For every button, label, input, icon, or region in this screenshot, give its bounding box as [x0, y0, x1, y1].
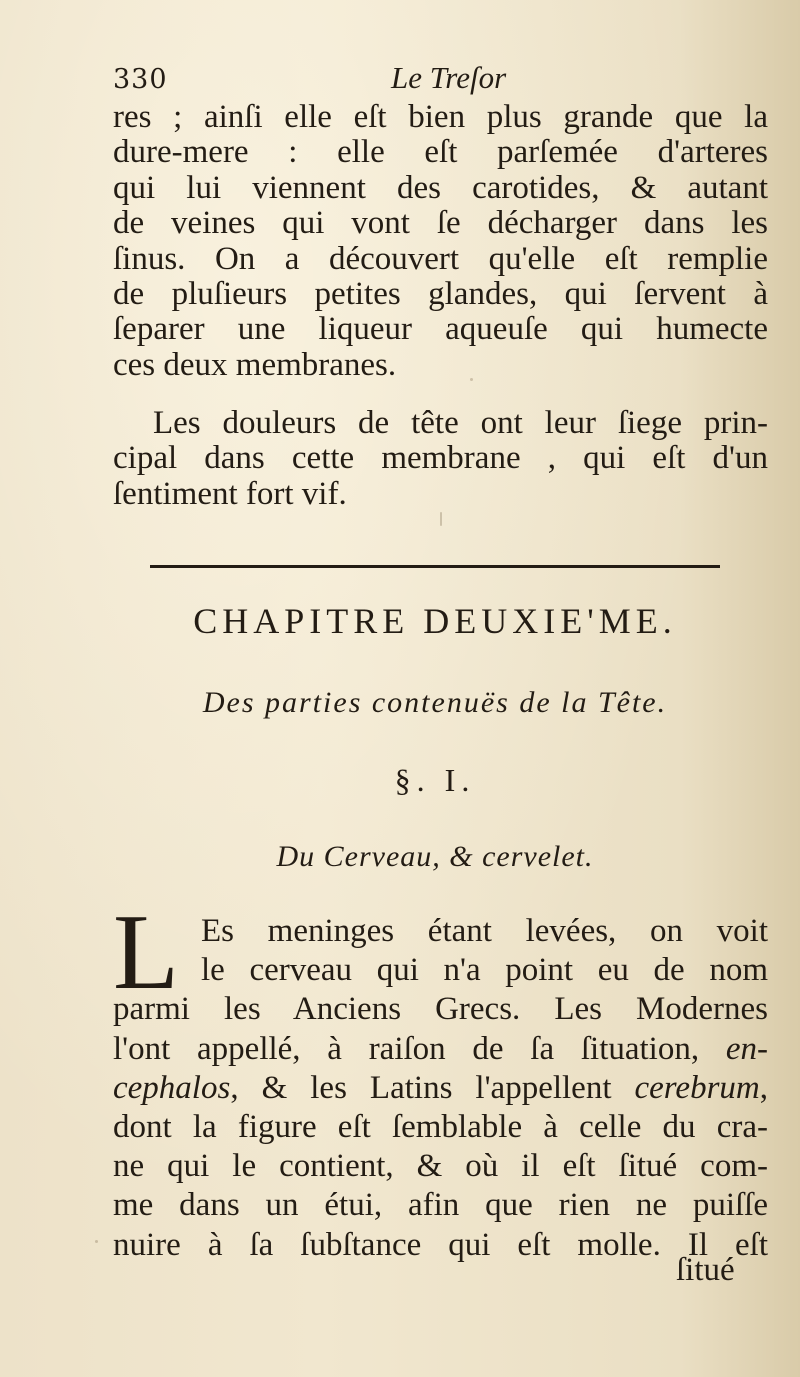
- text-segment: ,: [759, 1069, 768, 1106]
- text-line: Les douleurs de tête ont leur ſiege prin-: [153, 405, 768, 441]
- text-line: me dans un étui, afin que rien ne puiſſe: [113, 1187, 768, 1224]
- text-line: Es meninges étant levées, on voit: [201, 913, 768, 949]
- paper-speck: [95, 1240, 98, 1243]
- section-number: §. I.: [394, 762, 476, 798]
- section-title: Du Cerveau, & cervelet.: [276, 840, 594, 873]
- catchword: ſitué: [676, 1252, 735, 1288]
- text-line: [113, 1069, 768, 1108]
- italic-term: cephalos: [113, 1069, 231, 1106]
- text-line: parmi les Anciens Grecs. Les Modernes: [113, 991, 768, 1028]
- chapter-subtitle: Des parties contenuës de la Tête.: [202, 686, 668, 719]
- text-line: cipal dans cette membrane , qui eſt d'un: [113, 440, 768, 477]
- text-line: dure-mere : elle eſt parſemée d'arteres: [113, 134, 768, 171]
- text-line: de pluſieurs petites glandes, qui ſervent à: [113, 276, 768, 313]
- text-line: le cerveau qui n'a point eu de nom: [201, 952, 768, 989]
- text-segment: l'ont appellé, à raiſon de ſa ſituation,: [113, 1030, 700, 1067]
- text-line: de veines qui vont ſe décharger dans les: [113, 205, 768, 242]
- text-line: res ; ainſi elle eſt bien plus grande que la: [113, 99, 768, 135]
- paper-speck: [470, 378, 473, 381]
- chapter-divider: [150, 565, 720, 568]
- page-header: [113, 58, 753, 94]
- running-title: Le Treſor: [391, 60, 507, 95]
- text-line: [113, 1030, 768, 1069]
- text-line: ces deux membranes.: [113, 346, 397, 383]
- paragraph-headaches: [113, 406, 768, 512]
- text-line: ſinus. On a découvert qu'elle eſt remplie: [113, 240, 768, 277]
- text-line: ne qui le contient, & où il eſt ſitué com-: [113, 1148, 768, 1185]
- italic-term: cerebrum: [634, 1069, 760, 1106]
- text-line: ſentiment fort vif.: [113, 475, 347, 512]
- page-number: 330: [113, 64, 168, 95]
- text-segment: , & les Latins l'appellent: [230, 1069, 612, 1106]
- text-line: qui lui viennent des carotides, & autant: [113, 169, 768, 206]
- paragraph-cerveau: [113, 912, 768, 1265]
- chapter-title: CHAPITRE DEUXIE'ME.: [193, 601, 677, 641]
- italic-term: en-: [725, 1030, 768, 1067]
- paragraph-continued: [113, 100, 768, 383]
- text-line: dont la figure eſt ſemblable à celle du cra-: [113, 1109, 768, 1146]
- ink-mark: [440, 512, 442, 526]
- drop-cap: L: [113, 893, 179, 1012]
- text-line: ſeparer une liqueur aqueuſe qui humecte: [113, 311, 768, 348]
- text-line: nuire à ſa ſubſtance qui eſt molle. Il eſt: [113, 1226, 768, 1263]
